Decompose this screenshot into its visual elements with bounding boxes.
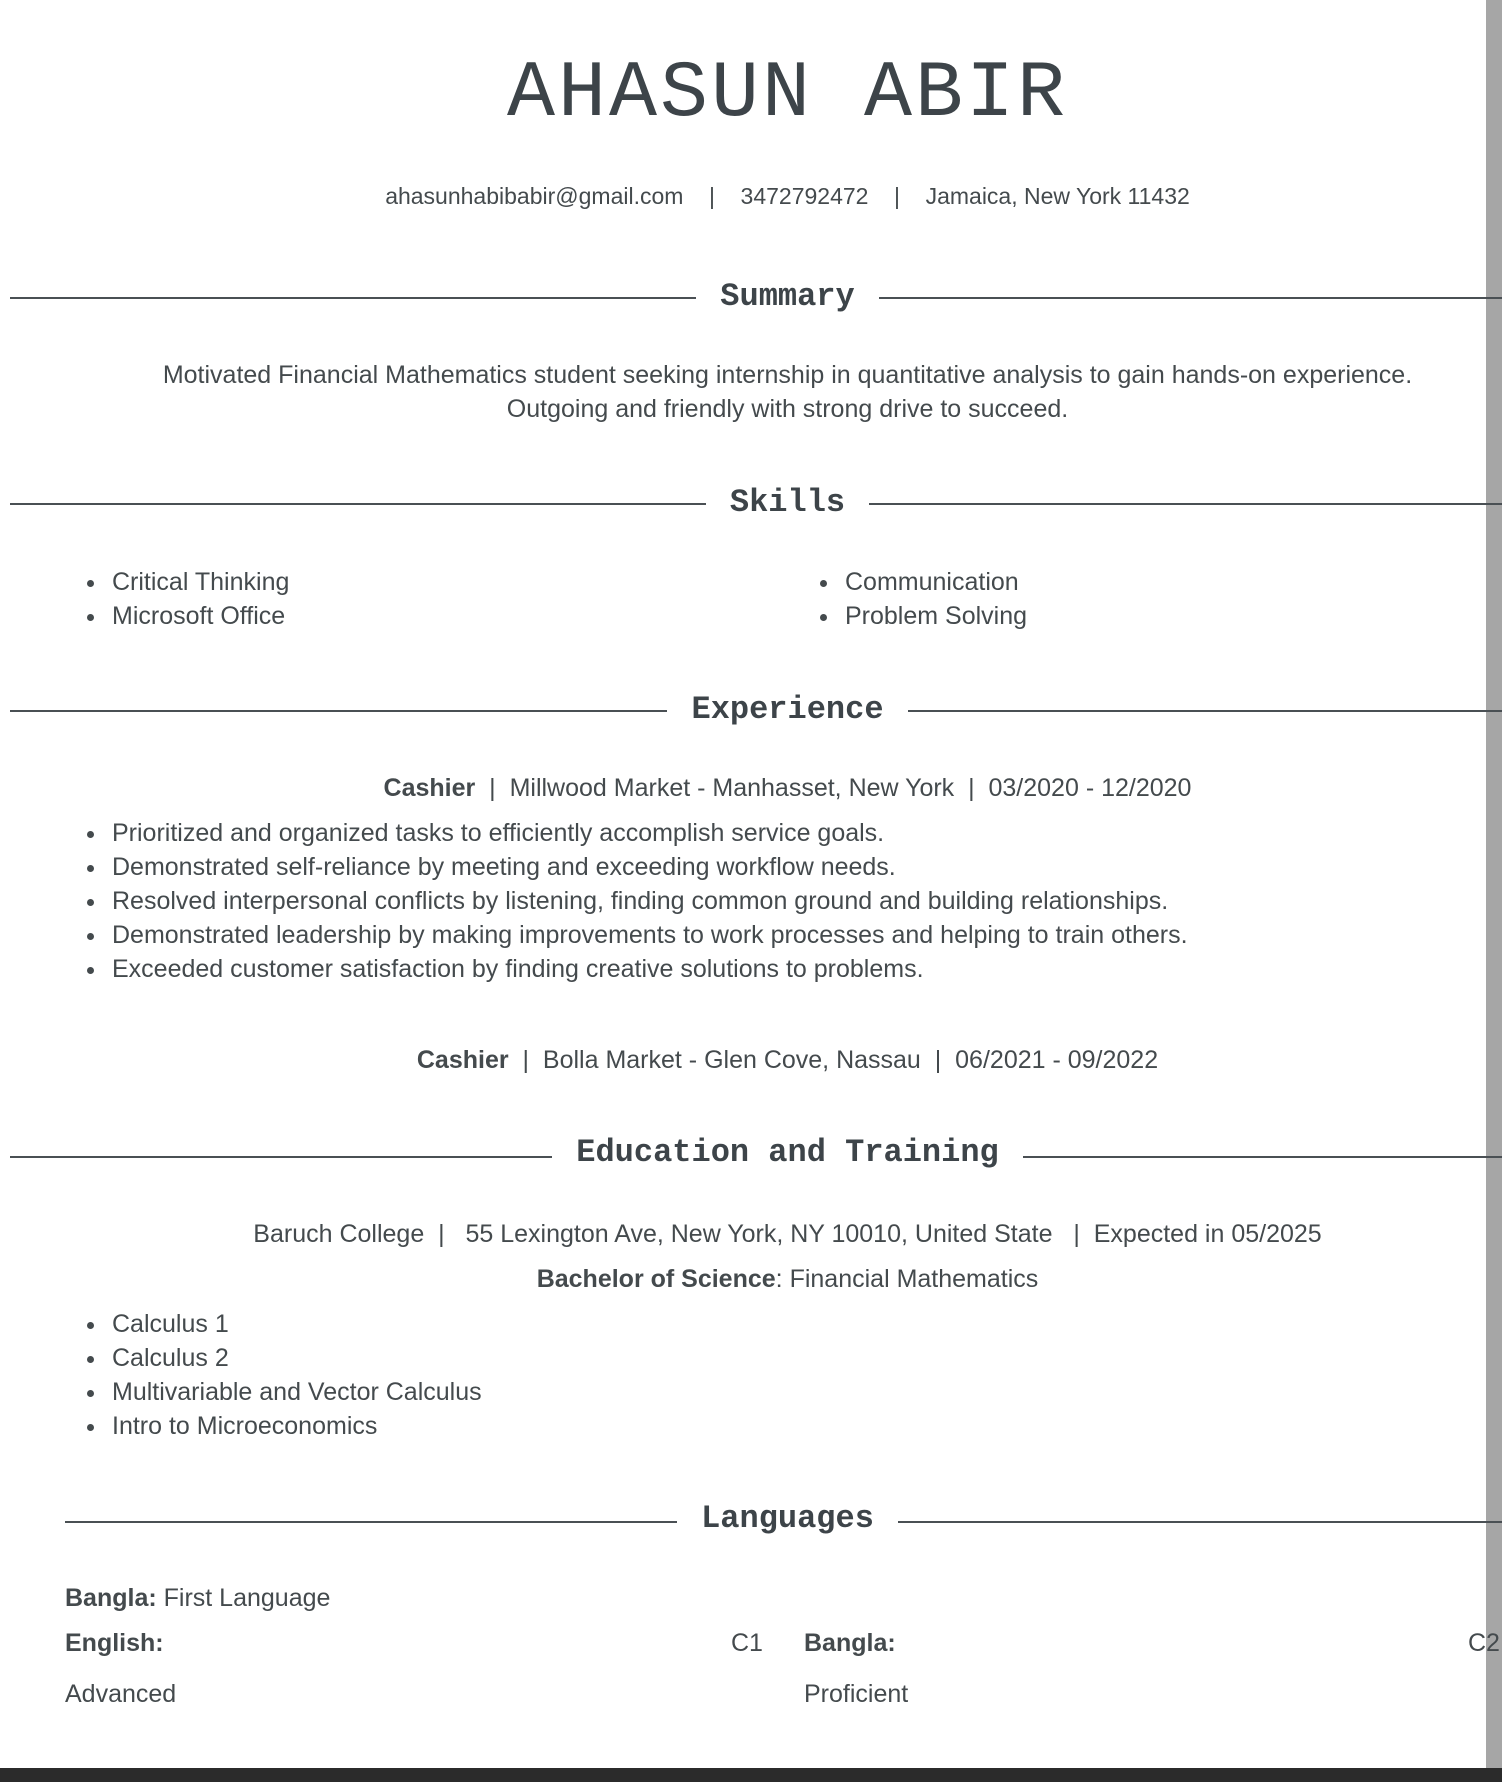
job-duty: • Demonstrated self-reliance by meeting and exceeding workflow needs. [108,850,1188,884]
skills-list-right [793,565,1027,633]
language-code: C2 [1468,1629,1500,1657]
location: Jamaica, New York 11432 [925,183,1190,209]
language-code: C1 [731,1629,763,1657]
job-title: Cashier [383,774,476,802]
job-duty: • Demonstrated leadership by making improvements to work processes and helping to train others. [108,918,1188,952]
school-address: 55 Lexington Ave, New York, NY 10010, United State [465,1220,1053,1248]
courses-list [60,1307,482,1443]
degree-line: Bachelor of Science: Financial Mathematics [536,1265,1039,1293]
window-bottom-bar [0,1768,1502,1782]
job-duty: • Resolved interpersonal conflicts by listening, finding common ground and building relationships. [108,884,1188,918]
language-level: Proficient [804,1680,909,1708]
native-language [65,1581,330,1615]
skills-list-left [60,565,289,633]
summary-heading: Summary [0,277,1502,317]
job-title: Cashier [416,1046,509,1074]
course-item: • Calculus 1 [108,1307,482,1341]
degree: Bachelor of Science [536,1265,776,1293]
language-name: Bangla: [65,1584,157,1612]
major: Financial Mathematics [789,1265,1039,1293]
skill-item: • Microsoft Office [108,599,289,633]
education-header: Baruch College | 55 Lexington Ave, New York, NY 10010, United State | Expected in 05/2025 [253,1220,1322,1248]
job-duty: • Prioritized and organized tasks to efficiently accomplish service goals. [108,816,1188,850]
candidate-name: AHASUN ABIR [506,49,1069,140]
job-dates: 03/2020 - 12/2020 [988,774,1192,802]
language-name: English: [65,1629,164,1657]
course-item: • Intro to Microeconomics [108,1409,482,1443]
contact-separator: | [709,183,715,209]
skills-heading: Skills [0,483,1502,523]
contact-line [0,182,1502,210]
language-level: First Language [163,1584,331,1612]
summary-line-2: Outgoing and friendly with strong drive to succeed. [506,395,1069,423]
education-heading: Education and Training [0,1133,1502,1173]
job-dates: 06/2021 - 09/2022 [955,1046,1159,1074]
job-employer: Millwood Market - Manhasset, New York [509,774,955,802]
school-name: Baruch College [253,1220,425,1248]
skill-item: • Critical Thinking [108,565,289,599]
languages-heading: Languages [0,1499,1502,1539]
experience-heading: Experience [0,690,1502,730]
phone: 3472792472 [740,183,869,209]
summary-line-1: Motivated Financial Mathematics student seeking internship in quantitative analysis to gain hands-on experience. [162,361,1413,389]
course-item: • Calculus 2 [108,1341,482,1375]
skill-item: • Problem Solving [841,599,1027,633]
job-header: Cashier | Millwood Market - Manhasset, New York | 03/2020 - 12/2020 [383,774,1192,802]
contact-separator: | [894,183,901,209]
job-employer: Bolla Market - Glen Cove, Nassau [542,1046,921,1074]
course-item: • Multivariable and Vector Calculus [108,1375,482,1409]
email: ahasunhabibabir@gmail.com [385,183,684,209]
job-header: Cashier | Bolla Market - Glen Cove, Nassau | 06/2021 - 09/2022 [416,1046,1159,1074]
language-name: Bangla: [804,1629,896,1657]
skill-item: • Communication [841,565,1027,599]
job-duties-list [60,816,1188,986]
language-level: Advanced [65,1680,177,1708]
job-duty: • Exceeded customer satisfaction by finding creative solutions to problems. [108,952,1188,986]
expected-graduation: Expected in 05/2025 [1093,1220,1322,1248]
